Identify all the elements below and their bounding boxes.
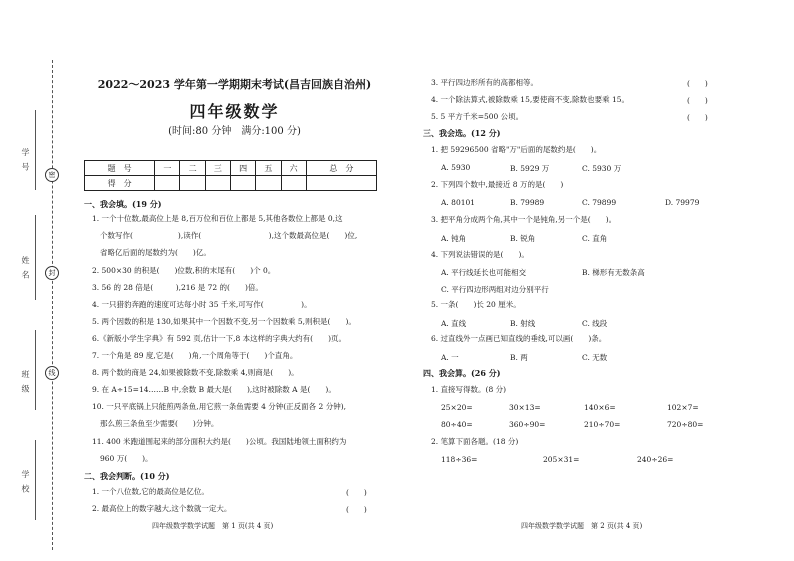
choice-stem: 3. 把平角分成两个角,其中一个是钝角,另一个是( )。 [431, 215, 617, 224]
score-cell[interactable] [256, 176, 281, 191]
exam-title: 2022～2023 学年第一学期期末考试(昌吉回族自治州) [97, 78, 372, 91]
oral-calc: 360÷90= [509, 420, 546, 429]
score-table-score-row [85, 176, 377, 191]
score-cell[interactable] [306, 176, 376, 191]
section4-part1-title: 1. 直接写得数。(8 分) [431, 385, 507, 394]
binding-dashed-line [52, 60, 53, 550]
choice-option[interactable]: C. 无数 [582, 353, 608, 362]
oral-calc: 140×6= [584, 403, 616, 412]
section1-line: 2. 500×30 的积是( )位数,积的末尾有( )个 0。 [92, 266, 276, 275]
section1-line: 11. 400 米跑道围起来的部分面积大约是( )公顷。我国陆地领土面积约为 [92, 437, 347, 446]
section1-line: 1. 一个十位数,最高位上是 8,百万位和百位上都是 5,其他各数位上都是 0,这 [92, 214, 343, 223]
seal-xian: 线 [45, 366, 59, 380]
oral-calc: 720÷80= [667, 420, 704, 429]
section1-line: 7. 一个角是 89 度,它是( )角,一个周角等于( )个直角。 [92, 351, 298, 360]
section1-line: 3. 56 的 28 倍是( ),216 是 72 的( )倍。 [92, 283, 263, 292]
judge-item: 3. 平行四边形所有的高都相等。 [431, 78, 539, 87]
choice-option[interactable]: A. 5930 [441, 163, 471, 172]
page-footer-left: 四年级数学数学试题 第 1 页(共 4 页) [152, 522, 274, 530]
section1-line: 省略亿后面的尾数约为( )亿。 [100, 248, 211, 257]
oral-calc: 30×13= [509, 403, 541, 412]
section1-line: 5. 两个因数的积是 130,如果其中一个因数不变,另一个因数乘 5,则积是( )。 [92, 317, 356, 326]
section1-line: 10. 一只平底锅上只能煎两条鱼,用它煎一条鱼需要 4 分钟(正反面各 2 分钟), [92, 402, 347, 411]
judge-item: 1. 一个八位数,它的最高位是亿位。 [92, 487, 209, 496]
choice-option[interactable]: C. 平行四边形两组对边分别平行 [441, 285, 549, 294]
seal-mi: 密 [45, 168, 59, 182]
xuehao-field[interactable] [35, 110, 36, 190]
written-calc: 205×31= [543, 455, 580, 464]
score-header-cell: 总 分 [306, 161, 376, 176]
section4-part2-title: 2. 笔算下面各题。(18 分) [431, 437, 519, 446]
choice-option[interactable]: B. 两 [510, 353, 528, 362]
choice-option[interactable]: B. 5929 万 [510, 164, 550, 173]
choice-stem: 6. 过直线外一点画已知直线的垂线,可以画( )条。 [431, 334, 607, 343]
score-table-header-row [85, 161, 377, 176]
judge-answer-paren[interactable]: ( ) [346, 488, 367, 497]
label-xuexiao: 学 校 [21, 470, 30, 495]
score-row-label: 得 分 [85, 176, 155, 191]
judge-item: 2. 最高位上的数字越大,这个数就一定大。 [92, 504, 232, 513]
written-calc: 240÷26= [637, 455, 674, 464]
score-cell[interactable] [230, 176, 255, 191]
written-calc: 118÷36= [441, 455, 478, 464]
section1-line: 个数写作( ),读作( ),这个数最高位是( )位, [100, 231, 358, 240]
section4-title: 四、我会算。(26 分) [423, 368, 501, 378]
judge-item: 5. 5 平方千米=500 公顷。 [431, 112, 524, 121]
section1-line: 那么煎三条鱼至少需要( )分钟。 [100, 419, 219, 428]
section1-line: 6.《新版小学生字典》有 592 页,估计一下,8 本这样的字典大约有( )页。 [92, 334, 347, 343]
right-page [397, 0, 794, 561]
choice-stem: 2. 下列四个数中,最接近 8 万的是( ) [431, 180, 564, 189]
score-cell[interactable] [155, 176, 180, 191]
score-header-cell: 六 [281, 161, 306, 176]
choice-option[interactable]: A. 钝角 [441, 234, 467, 243]
choice-option[interactable]: B. 79989 [510, 198, 545, 207]
choice-option[interactable]: C. 线段 [582, 319, 608, 328]
exam-time-info: (时间:80 分钟 满分:100 分) [168, 126, 301, 137]
xingming-field[interactable] [35, 215, 36, 300]
seal-feng: 封 [45, 266, 59, 280]
score-header-cell: 四 [230, 161, 255, 176]
choice-option[interactable]: C. 5930 万 [582, 164, 622, 173]
label-banji: 班 级 [21, 370, 30, 395]
oral-calc: 102×7= [667, 403, 699, 412]
section1-line: 8. 两个数的商是 24,如果被除数不变,除数乘 4,则商是( )。 [92, 368, 299, 377]
score-header-cell: 三 [205, 161, 230, 176]
label-xingming: 姓 名 [21, 256, 30, 281]
judge-answer-paren[interactable]: ( ) [687, 113, 708, 122]
score-header-cell: 一 [155, 161, 180, 176]
score-header-cell: 二 [180, 161, 205, 176]
choice-option[interactable]: D. 79979 [665, 198, 700, 207]
score-cell[interactable] [205, 176, 230, 191]
choice-option[interactable]: B. 梯形有无数条高 [582, 268, 645, 277]
score-header-cell: 题 号 [85, 161, 155, 176]
score-table [84, 160, 377, 191]
xuexiao-field[interactable] [35, 440, 36, 520]
oral-calc: 210÷70= [584, 420, 621, 429]
label-xuehao: 学 号 [21, 148, 30, 173]
score-cell[interactable] [281, 176, 306, 191]
choice-stem: 4. 下列说法错误的是( )。 [431, 250, 529, 259]
page-footer-right: 四年级数学数学试题 第 2 页(共 4 页) [521, 522, 643, 530]
section1-line: 4. 一只猎豹奔跑的速度可达每小时 35 千米,可写作( )。 [92, 300, 312, 309]
choice-option[interactable]: B. 射线 [510, 319, 536, 328]
score-cell[interactable] [180, 176, 205, 191]
choice-option[interactable]: A. 一 [441, 353, 459, 362]
oral-calc: 25×20= [441, 403, 473, 412]
section1-line: 9. 在 A÷15=14……B 中,余数 B 最大是( ),这时被除数 A 是( )。 [92, 385, 336, 394]
section1-title: 一、我会填。(19 分) [84, 199, 162, 209]
choice-stem: 1. 把 59296500 省略"万"后面的尾数约是( )。 [431, 145, 602, 154]
choice-option[interactable]: C. 直角 [582, 234, 608, 243]
exam-subject: 四年级数学 [189, 102, 280, 121]
judge-answer-paren[interactable]: ( ) [687, 96, 708, 105]
banji-field[interactable] [35, 330, 36, 410]
choice-option[interactable]: C. 79899 [582, 198, 617, 207]
choice-option[interactable]: A. 平行线延长也可能相交 [441, 268, 527, 277]
choice-stem: 5. 一条( )长 20 厘米。 [431, 300, 521, 309]
section3-title: 三、我会选。(12 分) [423, 128, 501, 138]
judge-answer-paren[interactable]: ( ) [687, 79, 708, 88]
choice-option[interactable]: B. 锐角 [510, 234, 536, 243]
choice-option[interactable]: A. 80101 [441, 198, 476, 207]
judge-item: 4. 一个除法算式,被除数乘 15,要使商不变,除数也要乘 15。 [431, 95, 630, 104]
score-header-cell: 五 [256, 161, 281, 176]
oral-calc: 80÷40= [441, 420, 473, 429]
section1-line: 960 万( )。 [100, 454, 153, 463]
judge-answer-paren[interactable]: ( ) [346, 505, 367, 514]
section2-title: 二、我会判断。(10 分) [84, 471, 170, 481]
choice-option[interactable]: A. 直线 [441, 319, 467, 328]
